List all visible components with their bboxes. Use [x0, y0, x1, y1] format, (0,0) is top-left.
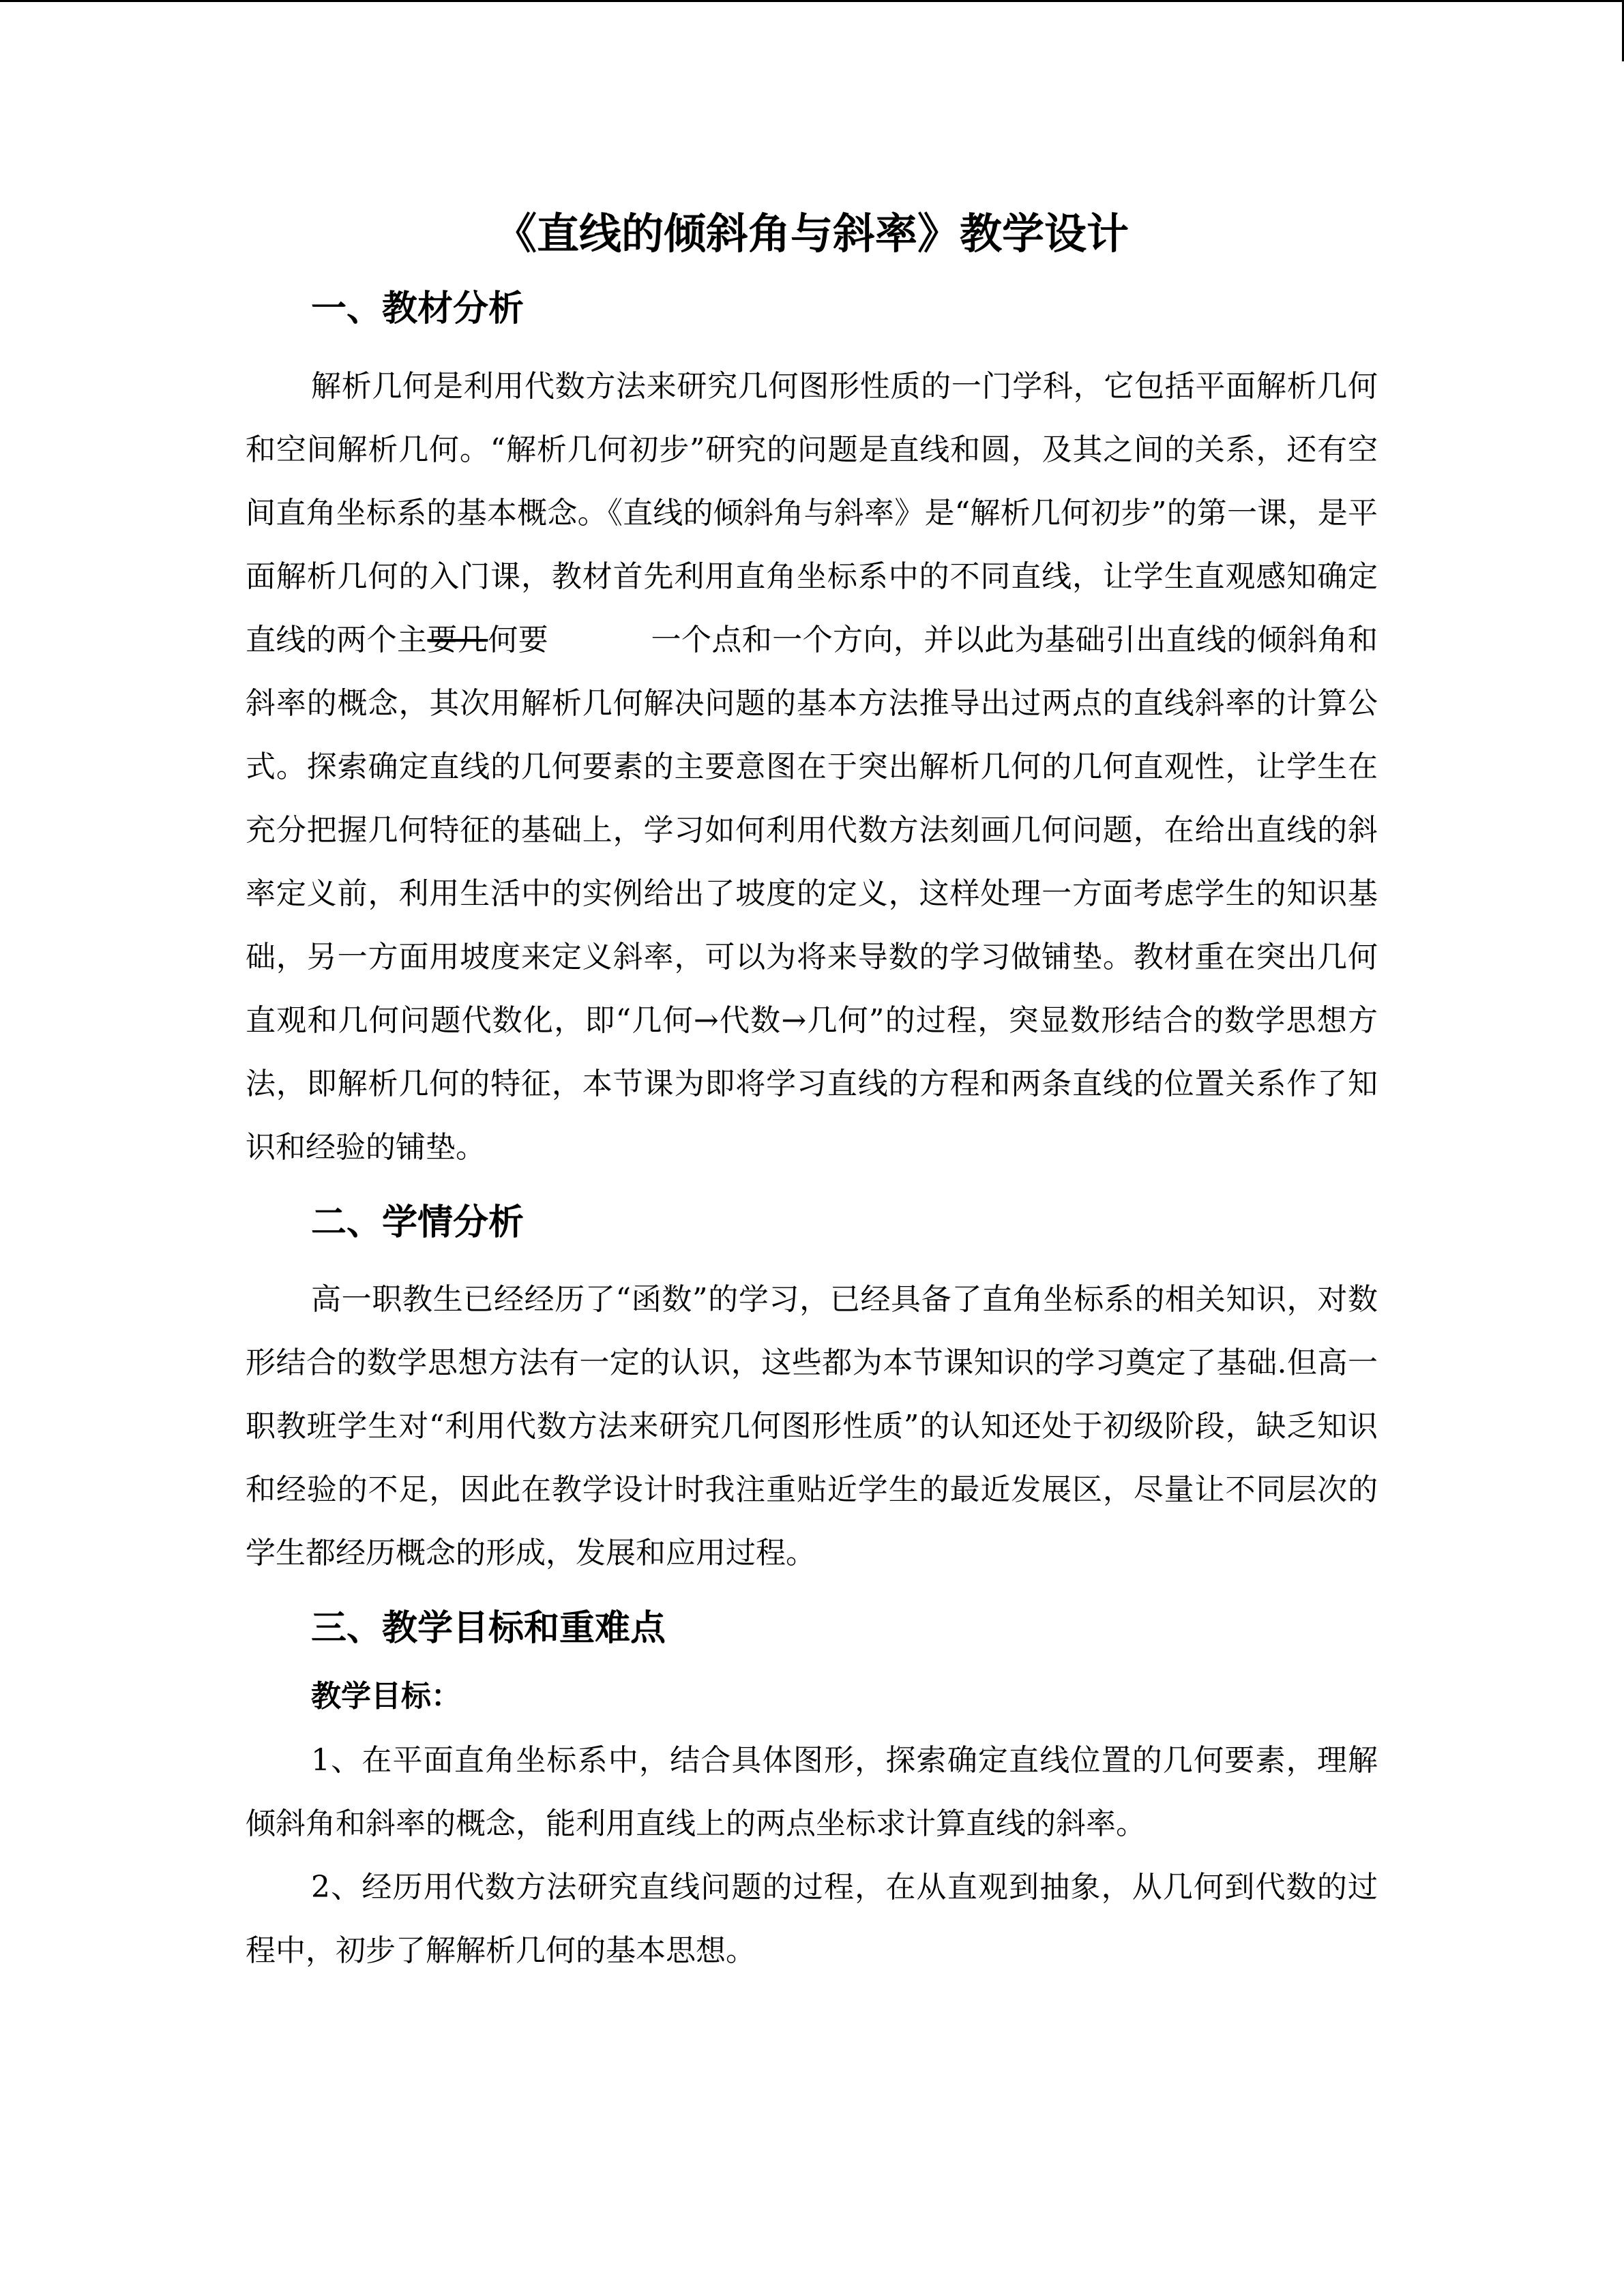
paragraph-text: 一个点和一个方向，并以此为基础引出直线的倾斜角和斜率的概念，其次用解析几何解决问题的基本方法推导出过两点的直线斜率的计算公式。探索确定直线的几何要素的主要意图在于突出解析几何的几何直观性，让学生在充分把握几何特征的基础上，学习如何利用代数方法刻画几何问题，在给出直线的斜率定义前，利用生活中的实例给出了坡度的定义，这样处理一方面考虑学生的知识基础，另一方面用坡度来定义斜率，可以为将来导数的学习做铺垫。教材重在突出几何直观和几何问题代数化，即“几何→代数→几何”的过程，突显数形结合的数学思想方法，即解析几何的特征，本节课为即将学习直线的方程和两条直线的位置关系作了知识和经验的铺垫。: [246, 622, 1378, 1165]
page-top-border: [0, 0, 1624, 2]
section-heading-student-analysis: 二、学情分析: [311, 1202, 525, 1243]
sub-heading-teaching-goals: 教学目标：: [311, 1679, 461, 1714]
paragraph-text: 解析几何是利用代数方法来研究几何图形性质的一门学科，它包括平面解析几何和空间解析几何。“解析几何初步”研究的问题是直线和圆，及其之间的关系，还有空间直角坐标系的基本概念。《直线的倾斜角与斜率》是“解析几何初步”的第一课，是平面解析几何的入门课，教材首先利用直角坐标系中的不同直线，让学生直观感知确定直线的两个主: [246, 368, 1378, 657]
document-body: [246, 205, 1378, 1982]
goal-item-1: 1、在平面直角坐标系中，结合具体图形，探索确定直线位置的几何要素，理解倾斜角和斜率的概念，能利用直线上的两点坐标求计算直线的斜率。: [246, 1743, 1378, 1842]
goal-item-2: 2、经历用代数方法研究直线问题的过程，在从直观到抽象，从几何到代数的过程中，初步了解解析几何的基本思想。: [246, 1870, 1378, 1969]
section-heading-teaching-goals: 三、教学目标和重难点: [311, 1608, 666, 1650]
struck-text: 要几: [427, 622, 488, 657]
paragraph-student-analysis: 高一职教生已经经历了“函数”的学习，已经具备了直角坐标系的相关知识，对数形结合的数学思想方法有一定的认识，这些都为本节课知识的学习奠定了基础.但高一职教班学生对“利用代数方法来研究几何图形性质”的认知还处于初级阶段，缺乏知识和经验的不足，因此在教学设计时我注重贴近学生的最近发展区，尽量让不同层次的学生都经历概念的形成，发展和应用过程。: [246, 1282, 1378, 1571]
paragraph-text: 何要: [488, 622, 549, 657]
paragraph-textbook-analysis: [246, 355, 1378, 1179]
document-title: 《直线的倾斜角与斜率》教学设计: [494, 209, 1129, 258]
section-heading-textbook-analysis: 一、教材分析: [311, 288, 525, 329]
